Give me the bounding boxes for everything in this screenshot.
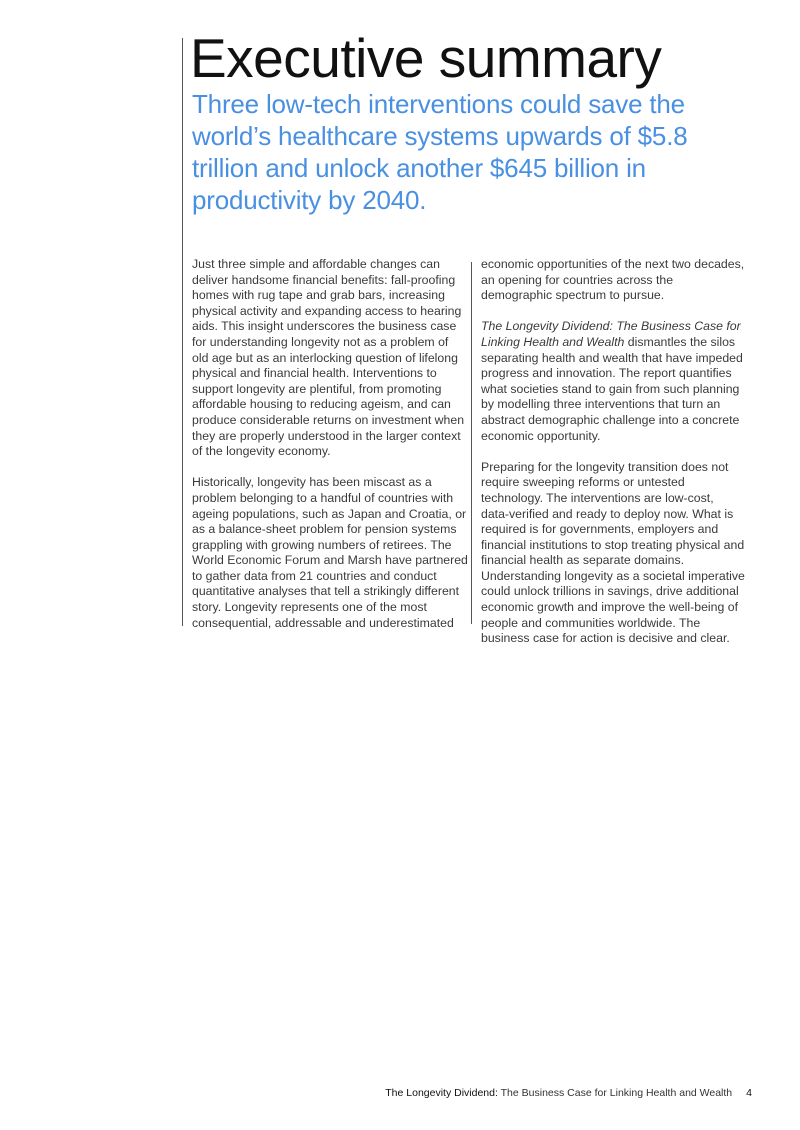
left-column	[192, 257, 468, 631]
page-title: Executive summary	[190, 27, 662, 89]
right-column	[481, 257, 745, 647]
right-paragraph-2	[481, 319, 745, 444]
page-number: 4	[746, 1087, 752, 1099]
page-vertical-rule	[182, 38, 183, 626]
left-paragraph-2: Historically, longevity has been miscast as a problem belonging to a handful of countries with ageing populations, such as Japan and Croatia, or as a balance-sheet problem for pension systems grappling with growing numbers of retirees. The World Economic Forum and Marsh have partnered to gather data from 21 countries and conduct quantitative analyses that tell a strikingly different story. Longevity represents one of the most consequential, addressable and underestimated	[192, 475, 468, 630]
right-paragraph-3: Preparing for the longevity transition does not require sweeping reforms or untested technology. The interventions are low-cost, data-verified and ready to deploy now. What is required is for governments, employers and financial institutions to stop treating physical and financial health as separate domains. Understanding longevity as a societal imperative could unlock trillions in savings, drive additional economic growth and improve the well-being of people and communities worldwide. The business case for action is decisive and clear.	[481, 459, 745, 646]
page-subtitle: Three low-tech interventions could save the world’s healthcare systems upwards of $5.8 trillion and unlock another $645 billion in productivity by 2040.	[192, 89, 688, 215]
footer-report-subtitle: The Business Case for Linking Health and Wealth	[497, 1087, 733, 1099]
right-paragraph-1: economic opportunities of the next two decades, an opening for countries across the demographic spectrum to pursue.	[481, 257, 745, 303]
report-title-italic: The Longevity Dividend: The Business Case for Linking Health and Wealth	[481, 319, 741, 349]
right-paragraph-2-text: dismantles the silos separating health and wealth that have impeded progress and innovation. The report quantifies what societies stand to gain from such planning by modelling three interventions that turn an abstract demographic challenge into a concrete economic opportunity.	[481, 334, 743, 443]
footer-report-title: The Longevity Dividend:	[385, 1087, 498, 1099]
left-paragraph-1: Just three simple and affordable changes can deliver handsome financial benefits: fall-proofing homes with rug tape and grab bars, increasing physical activity and expanding access to hearing aids. This insight underscores the business case for understanding longevity not as a problem of old age but as an interlocking question of lifelong physical and financial health. Interventions to support longevity are plentiful, from promoting affordable housing to reducing ageism, and can produce considerable returns on investment when they are properly understood in the larger context of the longevity economy.	[192, 257, 465, 459]
page-footer	[385, 1086, 752, 1100]
column-divider	[471, 262, 472, 624]
